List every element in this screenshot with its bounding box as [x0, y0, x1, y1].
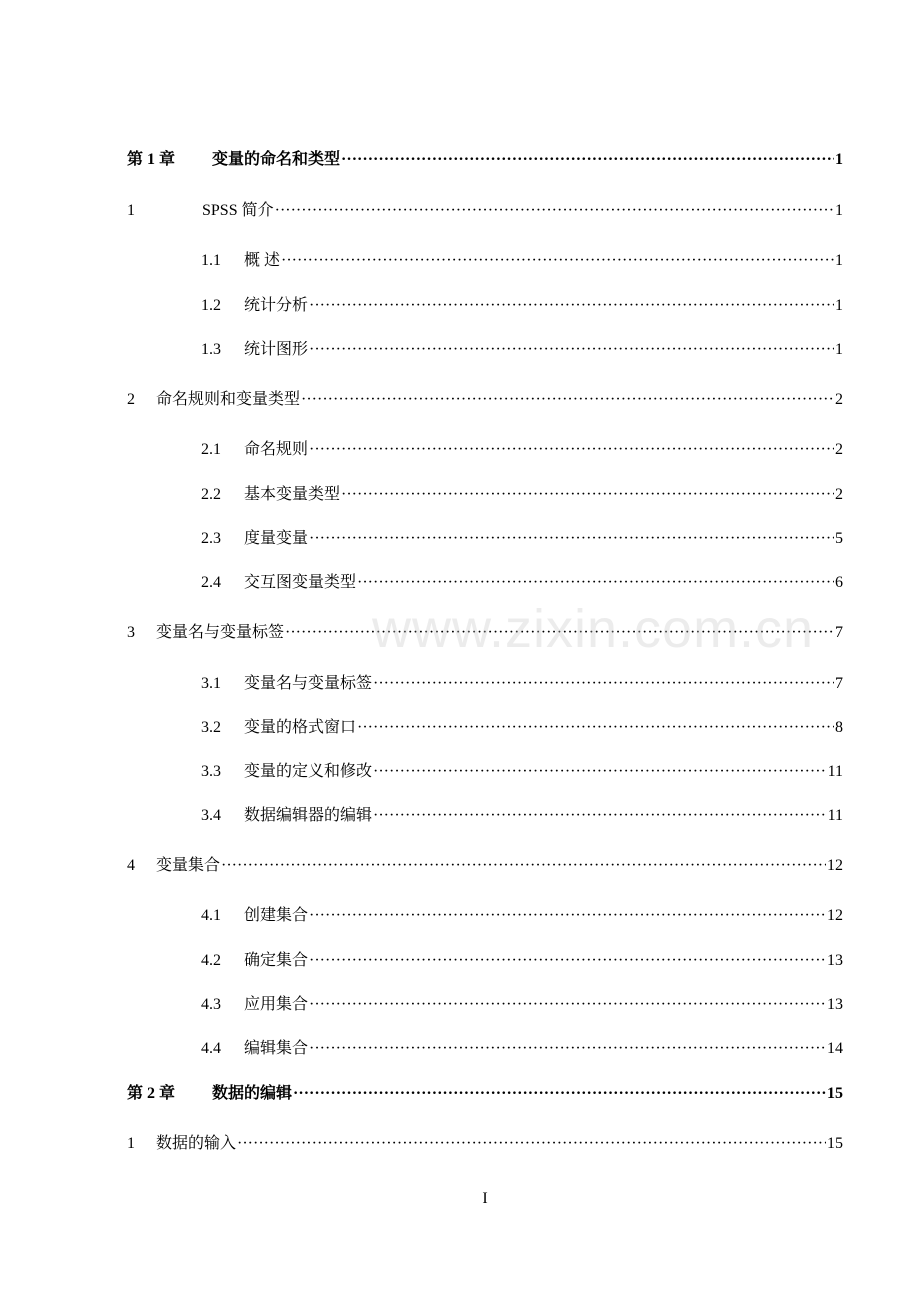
toc-entry-page: 11: [827, 807, 843, 824]
toc-entry[interactable]: [0, 527, 920, 551]
toc-entry-title: 交互图变量类型: [244, 574, 357, 591]
toc-entry[interactable]: [0, 760, 920, 784]
toc-entry-page: 15: [827, 1135, 843, 1152]
toc-entry[interactable]: [0, 1132, 920, 1156]
toc-entry-page: 7: [835, 624, 843, 641]
toc-entry-page: 6: [835, 574, 843, 591]
toc-entry-number: 3.2: [201, 719, 221, 736]
toc-entry-title: 变量集合: [156, 857, 221, 874]
toc-entry-number: 4.2: [201, 952, 221, 969]
toc-entry-number: 3.3: [201, 763, 221, 780]
toc-entry-number: 2: [127, 391, 135, 408]
toc-leader-dots: [309, 438, 834, 462]
toc-entry-title: 变量名与变量标签: [156, 624, 285, 641]
toc-entry-page: 2: [835, 441, 843, 458]
toc-entry[interactable]: [0, 854, 920, 878]
toc-leader-dots: [309, 294, 834, 318]
toc-leader-dots: [221, 854, 826, 878]
toc-entry-page: 7: [835, 675, 843, 692]
watermark: www.zixin.com.cn: [372, 599, 815, 659]
toc-entry-title: 数据编辑器的编辑: [244, 807, 373, 824]
toc-leader-dots: [309, 904, 826, 928]
toc-entry-page: 13: [827, 952, 843, 969]
toc-entry-page: 12: [827, 907, 843, 924]
toc-entry-number: 1.1: [201, 252, 221, 269]
toc-entry-page: 15: [827, 1085, 843, 1102]
toc-entry-title: 命名规则和变量类型: [156, 391, 301, 408]
toc-entry-title: 变量的格式窗口: [244, 719, 357, 736]
toc-leader-dots: [309, 527, 834, 551]
page-number: I: [482, 1190, 488, 1207]
toc-entry-number: 1: [127, 202, 135, 219]
toc-entry-number: 4.3: [201, 996, 221, 1013]
toc-entry-title: SPSS 简介: [202, 202, 274, 219]
toc-leader-dots: [373, 760, 827, 784]
toc-entry[interactable]: [0, 1037, 920, 1061]
toc-entry-page: 14: [827, 1040, 843, 1057]
toc-entry-title: 变量的命名和类型: [212, 151, 341, 168]
toc-entry-page: 8: [835, 719, 843, 736]
toc-entry[interactable]: [0, 716, 920, 740]
toc-entry-page: 2: [835, 391, 843, 408]
toc-entry-number: 3.4: [201, 807, 221, 824]
toc-entry-page: 2: [835, 486, 843, 503]
toc-leader-dots: [341, 483, 834, 507]
toc-entry-page: 5: [835, 530, 843, 547]
toc-entry[interactable]: [0, 338, 920, 362]
toc-entry-number: 第 1 章: [127, 151, 176, 168]
toc-entry-title: 变量名与变量标签: [244, 675, 373, 692]
toc-entry-number: 1: [127, 1135, 135, 1152]
toc-leader-dots: [373, 672, 834, 696]
toc-leader-dots: [293, 1082, 826, 1106]
toc-entry[interactable]: [0, 993, 920, 1017]
toc-entry-title: 度量变量: [244, 530, 309, 547]
toc-leader-dots: [281, 249, 834, 273]
toc-entry-title: 确定集合: [244, 952, 309, 969]
toc-entry-number: 4: [127, 857, 135, 874]
toc-entry-number: 1.3: [201, 341, 221, 358]
toc-leader-dots: [309, 993, 826, 1017]
toc-leader-dots: [309, 949, 826, 973]
toc-entry[interactable]: [0, 294, 920, 318]
toc-entry[interactable]: [0, 672, 920, 696]
toc-entry-number: 2.4: [201, 574, 221, 591]
toc-entry-number: 4.4: [201, 1040, 221, 1057]
toc-leader-dots: [373, 804, 827, 828]
toc-entry-title: 创建集合: [244, 907, 309, 924]
toc-entry-number: 2.1: [201, 441, 221, 458]
toc-entry[interactable]: [0, 571, 920, 595]
toc-entry[interactable]: [0, 1082, 920, 1106]
toc-entry[interactable]: [0, 483, 920, 507]
toc-entry-number: 3: [127, 624, 135, 641]
toc-entry-page: 12: [827, 857, 843, 874]
toc-entry-title: 统计图形: [244, 341, 309, 358]
toc-entry-page: 1: [835, 297, 843, 314]
toc-leader-dots: [309, 338, 834, 362]
toc-entry[interactable]: [0, 388, 920, 412]
toc-leader-dots: [341, 148, 834, 172]
toc-entry-page: 11: [827, 763, 843, 780]
toc-entry[interactable]: [0, 949, 920, 973]
toc-entry-page: 1: [835, 202, 843, 219]
toc-leader-dots: [309, 1037, 826, 1061]
toc-leader-dots: [275, 199, 834, 223]
toc-leader-dots: [285, 621, 834, 645]
toc-entry[interactable]: [0, 804, 920, 828]
toc-entry[interactable]: [0, 621, 920, 645]
toc-entry-number: 1.2: [201, 297, 221, 314]
toc-entry-number: 第 2 章: [127, 1085, 176, 1102]
toc-entry-number: 4.1: [201, 907, 221, 924]
toc-entry-title: 命名规则: [244, 441, 309, 458]
toc-leader-dots: [301, 388, 834, 412]
toc-entry-title: 编辑集合: [244, 1040, 309, 1057]
toc-leader-dots: [357, 716, 834, 740]
toc-leader-dots: [357, 571, 834, 595]
toc-entry[interactable]: [0, 148, 920, 172]
toc-entry-number: 2.3: [201, 530, 221, 547]
toc-entry[interactable]: [0, 199, 920, 223]
toc-entry-title: 概 述: [244, 252, 281, 269]
toc-leader-dots: [237, 1132, 826, 1156]
toc-entry-page: 1: [835, 341, 843, 358]
toc-entry-number: 3.1: [201, 675, 221, 692]
toc-entry-title: 统计分析: [244, 297, 309, 314]
toc-entry[interactable]: [0, 904, 920, 928]
toc-entry-title: 数据的输入: [156, 1135, 237, 1152]
toc-entry-title: 数据的编辑: [212, 1085, 293, 1102]
toc-entry[interactable]: [0, 438, 920, 462]
toc-entry[interactable]: [0, 249, 920, 273]
toc-entry-title: 变量的定义和修改: [244, 763, 373, 780]
toc-entry-title: 应用集合: [244, 996, 309, 1013]
toc-entry-title: 基本变量类型: [244, 486, 341, 503]
toc-entry-page: 1: [835, 151, 843, 168]
toc-entry-page: 13: [827, 996, 843, 1013]
toc-entry-page: 1: [835, 252, 843, 269]
toc-entry-number: 2.2: [201, 486, 221, 503]
